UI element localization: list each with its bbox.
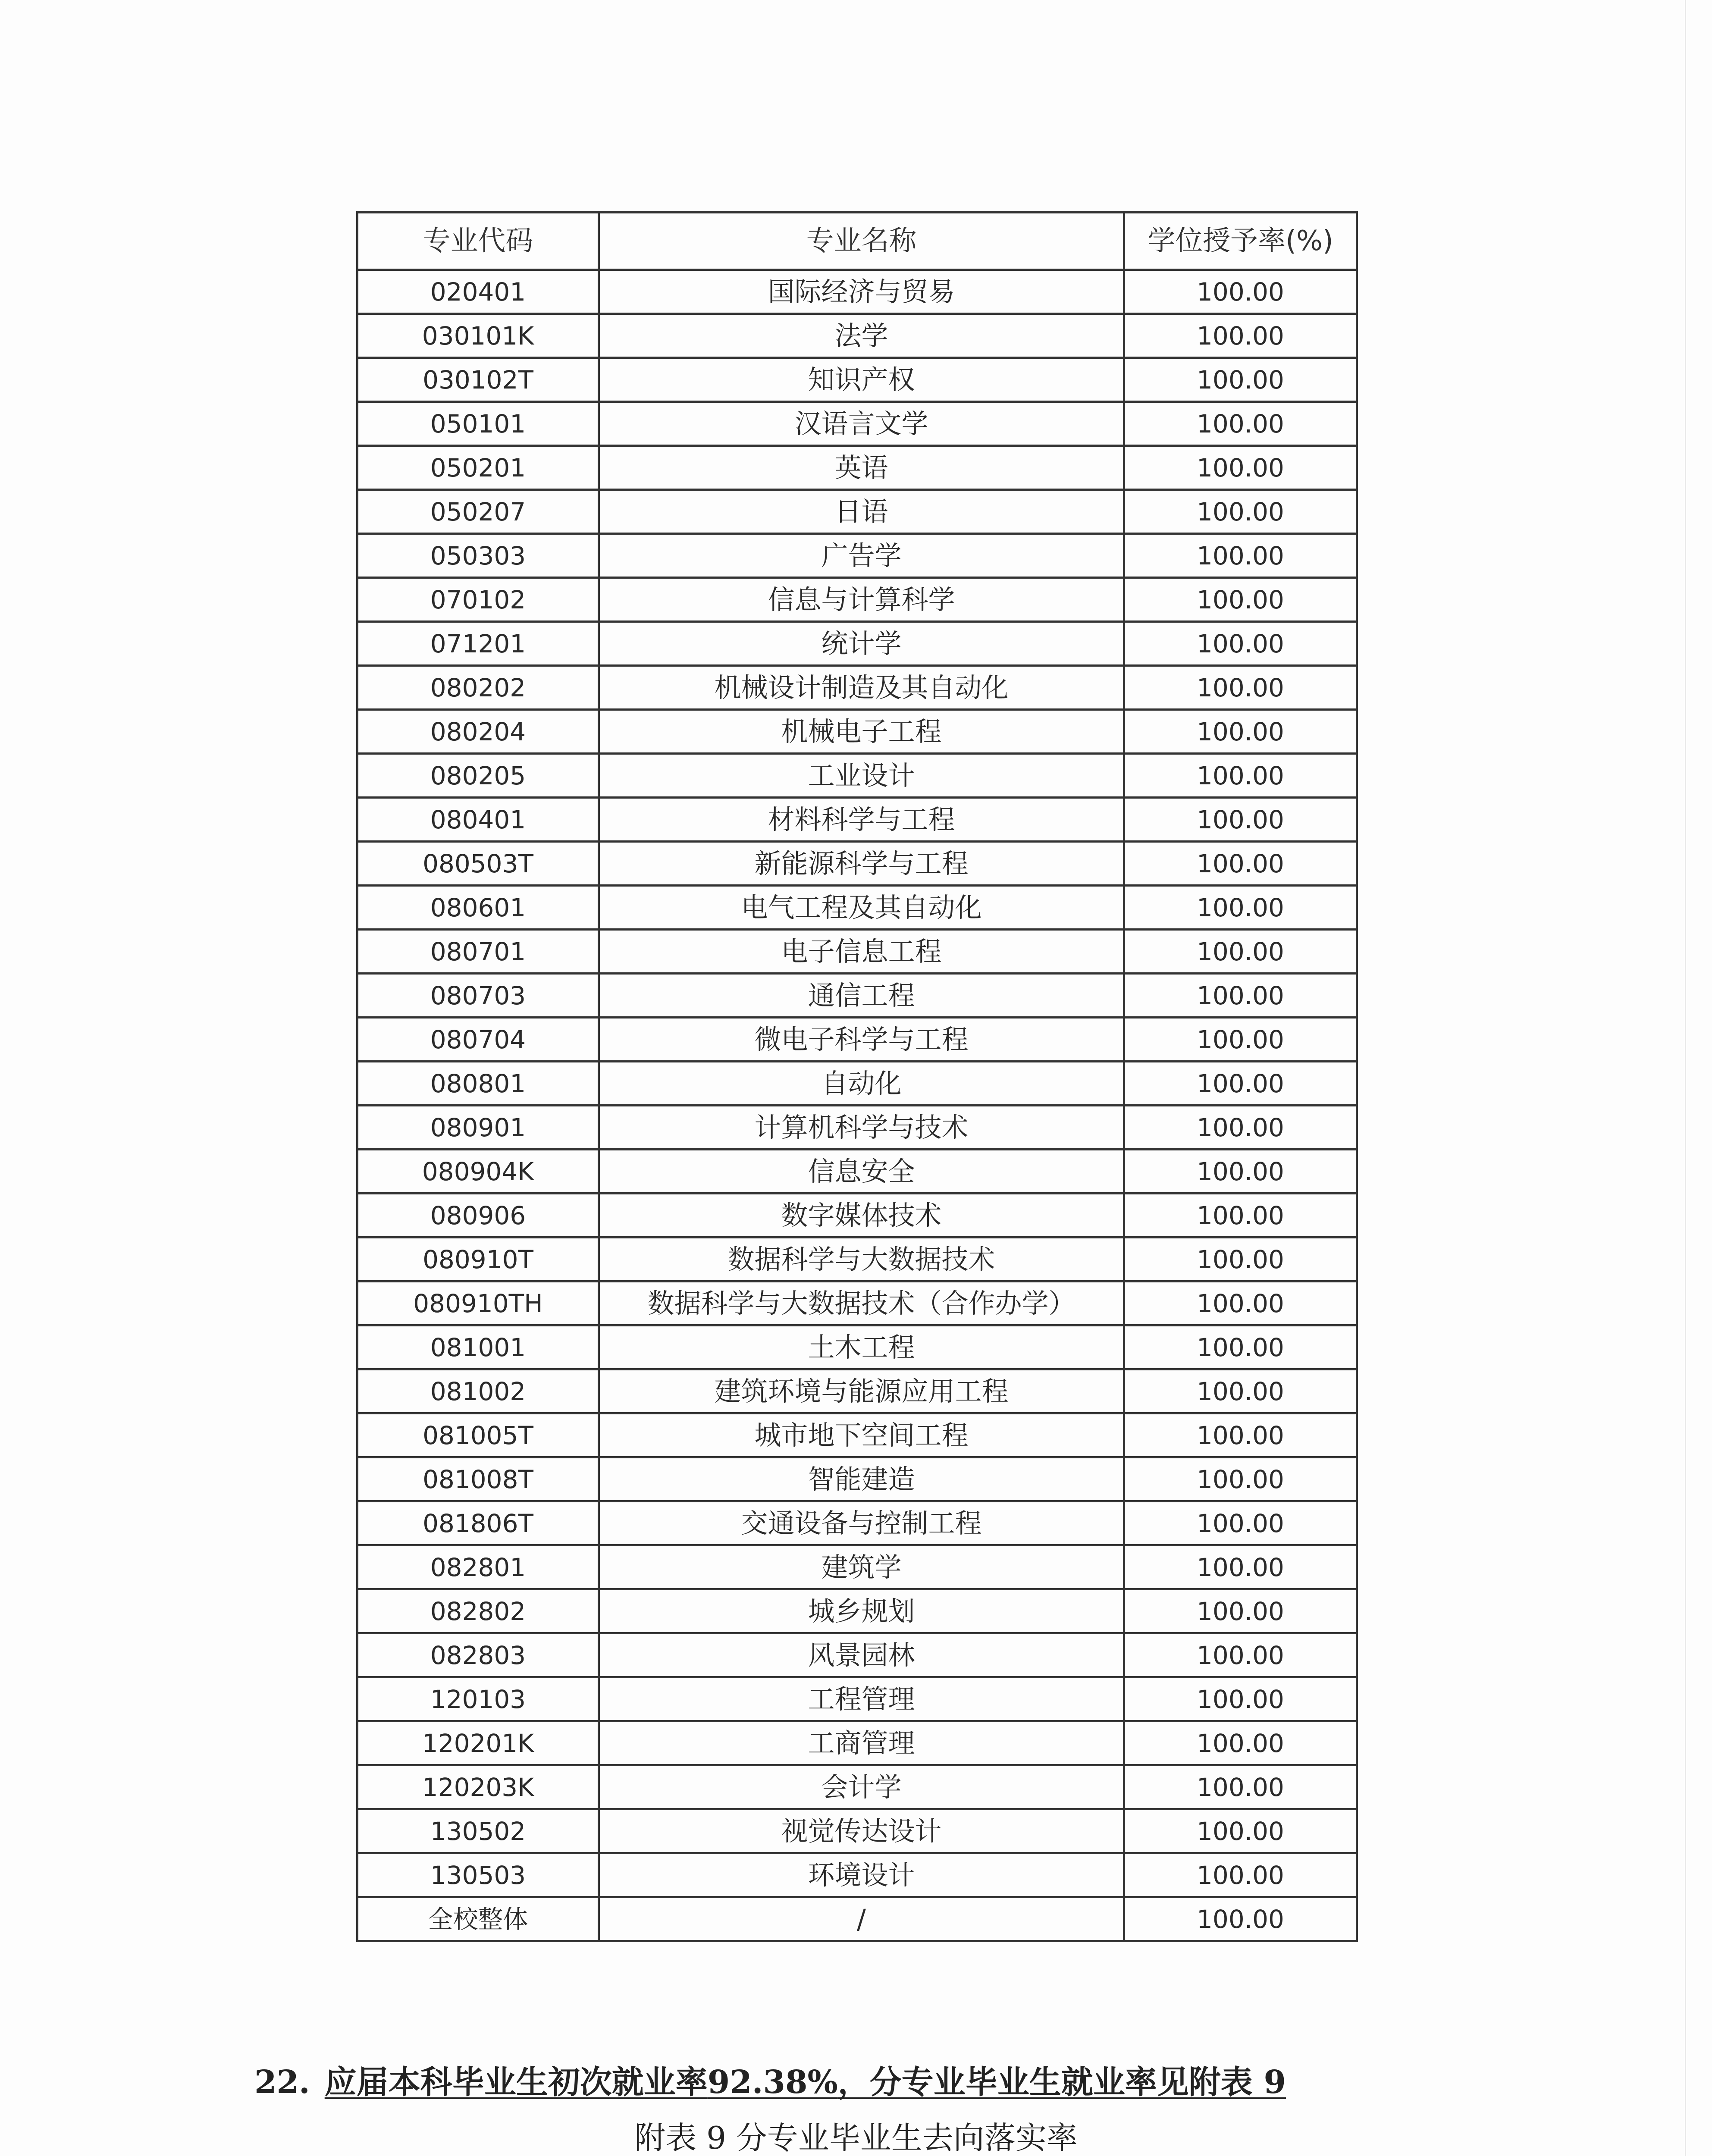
table-row	[357, 798, 1357, 842]
major-code-cell: 080901	[357, 1106, 599, 1150]
table-row	[357, 534, 1357, 578]
degree-rate-cell: 100.00	[1124, 622, 1357, 666]
major-name-cell: 微电子科学与工程	[599, 1018, 1124, 1062]
major-code-cell: 081806T	[357, 1501, 599, 1545]
major-name-cell: 城乡规划	[599, 1589, 1124, 1633]
major-name-cell: 智能建造	[599, 1457, 1124, 1501]
degree-rate-cell: 100.00	[1124, 314, 1357, 358]
table-row	[357, 446, 1357, 490]
major-code-cell: 080904K	[357, 1150, 599, 1194]
table-row	[357, 358, 1357, 402]
major-code-cell: 050101	[357, 402, 599, 446]
degree-rate-cell: 100.00	[1124, 402, 1357, 446]
major-name-cell: 机械电子工程	[599, 710, 1124, 754]
major-name-cell: 英语	[599, 446, 1124, 490]
degree-rate-cell: 100.00	[1124, 1545, 1357, 1589]
table-row	[357, 1194, 1357, 1238]
degree-rate-cell: 100.00	[1124, 842, 1357, 886]
table-row	[357, 974, 1357, 1018]
degree-rate-cell: 100.00	[1124, 1633, 1357, 1677]
major-name-cell: 汉语言文学	[599, 402, 1124, 446]
major-name-cell: 法学	[599, 314, 1124, 358]
major-name-cell: 工程管理	[599, 1677, 1124, 1721]
major-name-cell: 新能源科学与工程	[599, 842, 1124, 886]
table-row	[357, 1545, 1357, 1589]
major-name-cell: 国际经济与贸易	[599, 270, 1124, 314]
degree-rate-cell: 100.00	[1124, 798, 1357, 842]
major-code-cell: 130503	[357, 1853, 599, 1897]
major-code-cell: 080401	[357, 798, 599, 842]
major-code-cell: 081005T	[357, 1413, 599, 1457]
section-text-before: 应届本科毕业生初次就业率	[324, 2064, 708, 2101]
degree-rate-cell: 100.00	[1124, 1238, 1357, 1282]
degree-rate-table-container	[356, 211, 1356, 1942]
table-row	[357, 1106, 1357, 1150]
degree-rate-cell: 100.00	[1124, 1369, 1357, 1413]
table-row	[357, 1457, 1357, 1501]
major-name-cell: 建筑学	[599, 1545, 1124, 1589]
major-name-cell: 工业设计	[599, 754, 1124, 798]
degree-rate-cell: 100.00	[1124, 1062, 1357, 1106]
major-name-cell: 信息安全	[599, 1150, 1124, 1194]
degree-rate-cell: 100.00	[1124, 666, 1357, 710]
major-name-cell: 自动化	[599, 1062, 1124, 1106]
table-row	[357, 1721, 1357, 1765]
major-code-cell: 120103	[357, 1677, 599, 1721]
major-code-cell: 080204	[357, 710, 599, 754]
major-code-cell: 080704	[357, 1018, 599, 1062]
degree-rate-cell: 100.00	[1124, 930, 1357, 974]
section-number: 22.	[254, 2064, 310, 2101]
table-row	[357, 930, 1357, 974]
major-code-cell: 050201	[357, 446, 599, 490]
degree-rate-cell: 100.00	[1124, 710, 1357, 754]
degree-rate-cell: 100.00	[1124, 1589, 1357, 1633]
degree-rate-cell: 100.00	[1124, 446, 1357, 490]
table-row	[357, 1809, 1357, 1853]
table-row	[357, 1150, 1357, 1194]
major-code-cell: 082802	[357, 1589, 599, 1633]
major-code-cell: 080205	[357, 754, 599, 798]
degree-rate-cell: 100.00	[1124, 1677, 1357, 1721]
table-row	[357, 1018, 1357, 1062]
major-code-cell: 071201	[357, 622, 599, 666]
major-name-cell: 数据科学与大数据技术（合作办学）	[599, 1282, 1124, 1326]
table-row	[357, 1369, 1357, 1413]
degree-rate-cell: 100.00	[1124, 886, 1357, 930]
degree-rate-cell: 100.00	[1124, 1106, 1357, 1150]
major-code-cell: 080601	[357, 886, 599, 930]
table-row	[357, 1853, 1357, 1897]
major-name-cell: 交通设备与控制工程	[599, 1501, 1124, 1545]
major-name-cell: 日语	[599, 490, 1124, 534]
major-name-cell: 建筑环境与能源应用工程	[599, 1369, 1124, 1413]
degree-rate-cell: 100.00	[1124, 1194, 1357, 1238]
degree-rate-cell: 100.00	[1124, 1282, 1357, 1326]
major-code-cell: 120201K	[357, 1721, 599, 1765]
table-row	[357, 490, 1357, 534]
degree-rate-cell: 100.00	[1124, 358, 1357, 402]
major-code-cell: 081002	[357, 1369, 599, 1413]
major-name-cell: 电子信息工程	[599, 930, 1124, 974]
major-name-cell: 数字媒体技术	[599, 1194, 1124, 1238]
major-name-cell: 材料科学与工程	[599, 798, 1124, 842]
major-name-cell: 知识产权	[599, 358, 1124, 402]
degree-rate-cell: 100.00	[1124, 1809, 1357, 1853]
degree-rate-cell: 100.00	[1124, 534, 1357, 578]
table-row	[357, 886, 1357, 930]
major-code-cell: 全校整体	[357, 1897, 599, 1941]
table-row	[357, 402, 1357, 446]
major-code-cell: 070102	[357, 578, 599, 622]
major-name-cell: 信息与计算科学	[599, 578, 1124, 622]
degree-rate-cell: 100.00	[1124, 1326, 1357, 1369]
header-degree-rate: 学位授予率(%)	[1124, 213, 1357, 270]
degree-rate-cell: 100.00	[1124, 490, 1357, 534]
major-code-cell: 082801	[357, 1545, 599, 1589]
major-code-cell: 080503T	[357, 842, 599, 886]
major-code-cell: 120203K	[357, 1765, 599, 1809]
table-row	[357, 1413, 1357, 1457]
major-name-cell: 通信工程	[599, 974, 1124, 1018]
degree-rate-table	[356, 211, 1358, 1942]
major-name-cell: 机械设计制造及其自动化	[599, 666, 1124, 710]
degree-rate-cell: 100.00	[1124, 1018, 1357, 1062]
major-name-cell: 风景园林	[599, 1633, 1124, 1677]
major-code-cell: 030102T	[357, 358, 599, 402]
major-code-cell: 081008T	[357, 1457, 599, 1501]
major-name-cell: /	[599, 1897, 1124, 1941]
scan-edge-line	[1685, 0, 1686, 2156]
major-code-cell: 080701	[357, 930, 599, 974]
table-header-row	[357, 213, 1357, 270]
major-name-cell: 土木工程	[599, 1326, 1124, 1369]
table-row	[357, 1897, 1357, 1941]
major-name-cell: 统计学	[599, 622, 1124, 666]
degree-rate-cell: 100.00	[1124, 1721, 1357, 1765]
table-row	[357, 578, 1357, 622]
major-code-cell: 081001	[357, 1326, 599, 1369]
degree-rate-cell: 100.00	[1124, 578, 1357, 622]
table-row	[357, 622, 1357, 666]
degree-rate-cell: 100.00	[1124, 1413, 1357, 1457]
major-code-cell: 030101K	[357, 314, 599, 358]
header-major-code: 专业代码	[357, 213, 599, 270]
major-code-cell: 082803	[357, 1633, 599, 1677]
degree-rate-cell: 100.00	[1124, 1150, 1357, 1194]
header-major-name: 专业名称	[599, 213, 1124, 270]
employment-rate-value: 92.38%	[707, 2064, 838, 2101]
major-name-cell: 会计学	[599, 1765, 1124, 1809]
major-code-cell: 080801	[357, 1062, 599, 1106]
major-code-cell: 080910T	[357, 1238, 599, 1282]
major-name-cell: 视觉传达设计	[599, 1809, 1124, 1853]
table-row	[357, 1501, 1357, 1545]
major-code-cell: 020401	[357, 270, 599, 314]
degree-rate-cell: 100.00	[1124, 754, 1357, 798]
degree-rate-cell: 100.00	[1124, 1853, 1357, 1897]
table-row	[357, 1765, 1357, 1809]
table-row	[357, 1238, 1357, 1282]
degree-rate-cell: 100.00	[1124, 1457, 1357, 1501]
table-row	[357, 1282, 1357, 1326]
major-name-cell: 数据科学与大数据技术	[599, 1238, 1124, 1282]
table-row	[357, 314, 1357, 358]
major-name-cell: 广告学	[599, 534, 1124, 578]
table-row	[357, 754, 1357, 798]
table-row	[357, 842, 1357, 886]
major-name-cell: 城市地下空间工程	[599, 1413, 1124, 1457]
major-code-cell: 080910TH	[357, 1282, 599, 1326]
degree-rate-cell: 100.00	[1124, 1765, 1357, 1809]
table-row	[357, 1589, 1357, 1633]
table-body	[357, 270, 1357, 1941]
degree-rate-cell: 100.00	[1124, 270, 1357, 314]
major-code-cell: 080202	[357, 666, 599, 710]
table-row	[357, 710, 1357, 754]
section-text-after: ，分专业毕业生就业率见附表 9	[837, 2064, 1286, 2101]
degree-rate-cell: 100.00	[1124, 1897, 1357, 1941]
major-name-cell: 环境设计	[599, 1853, 1124, 1897]
major-code-cell: 050303	[357, 534, 599, 578]
table-row	[357, 1633, 1357, 1677]
table-row	[357, 270, 1357, 314]
major-name-cell: 工商管理	[599, 1721, 1124, 1765]
table-row	[357, 666, 1357, 710]
table-row	[357, 1326, 1357, 1369]
major-name-cell: 计算机科学与技术	[599, 1106, 1124, 1150]
appendix-table-caption: 附表 9 分专业毕业生去向落实率	[634, 2120, 1078, 2156]
major-code-cell: 080906	[357, 1194, 599, 1238]
section-22-employment-rate	[254, 2057, 1286, 2103]
major-code-cell: 050207	[357, 490, 599, 534]
major-name-cell: 电气工程及其自动化	[599, 886, 1124, 930]
degree-rate-cell: 100.00	[1124, 1501, 1357, 1545]
major-code-cell: 130502	[357, 1809, 599, 1853]
major-code-cell: 080703	[357, 974, 599, 1018]
table-row	[357, 1677, 1357, 1721]
degree-rate-cell: 100.00	[1124, 974, 1357, 1018]
table-row	[357, 1062, 1357, 1106]
